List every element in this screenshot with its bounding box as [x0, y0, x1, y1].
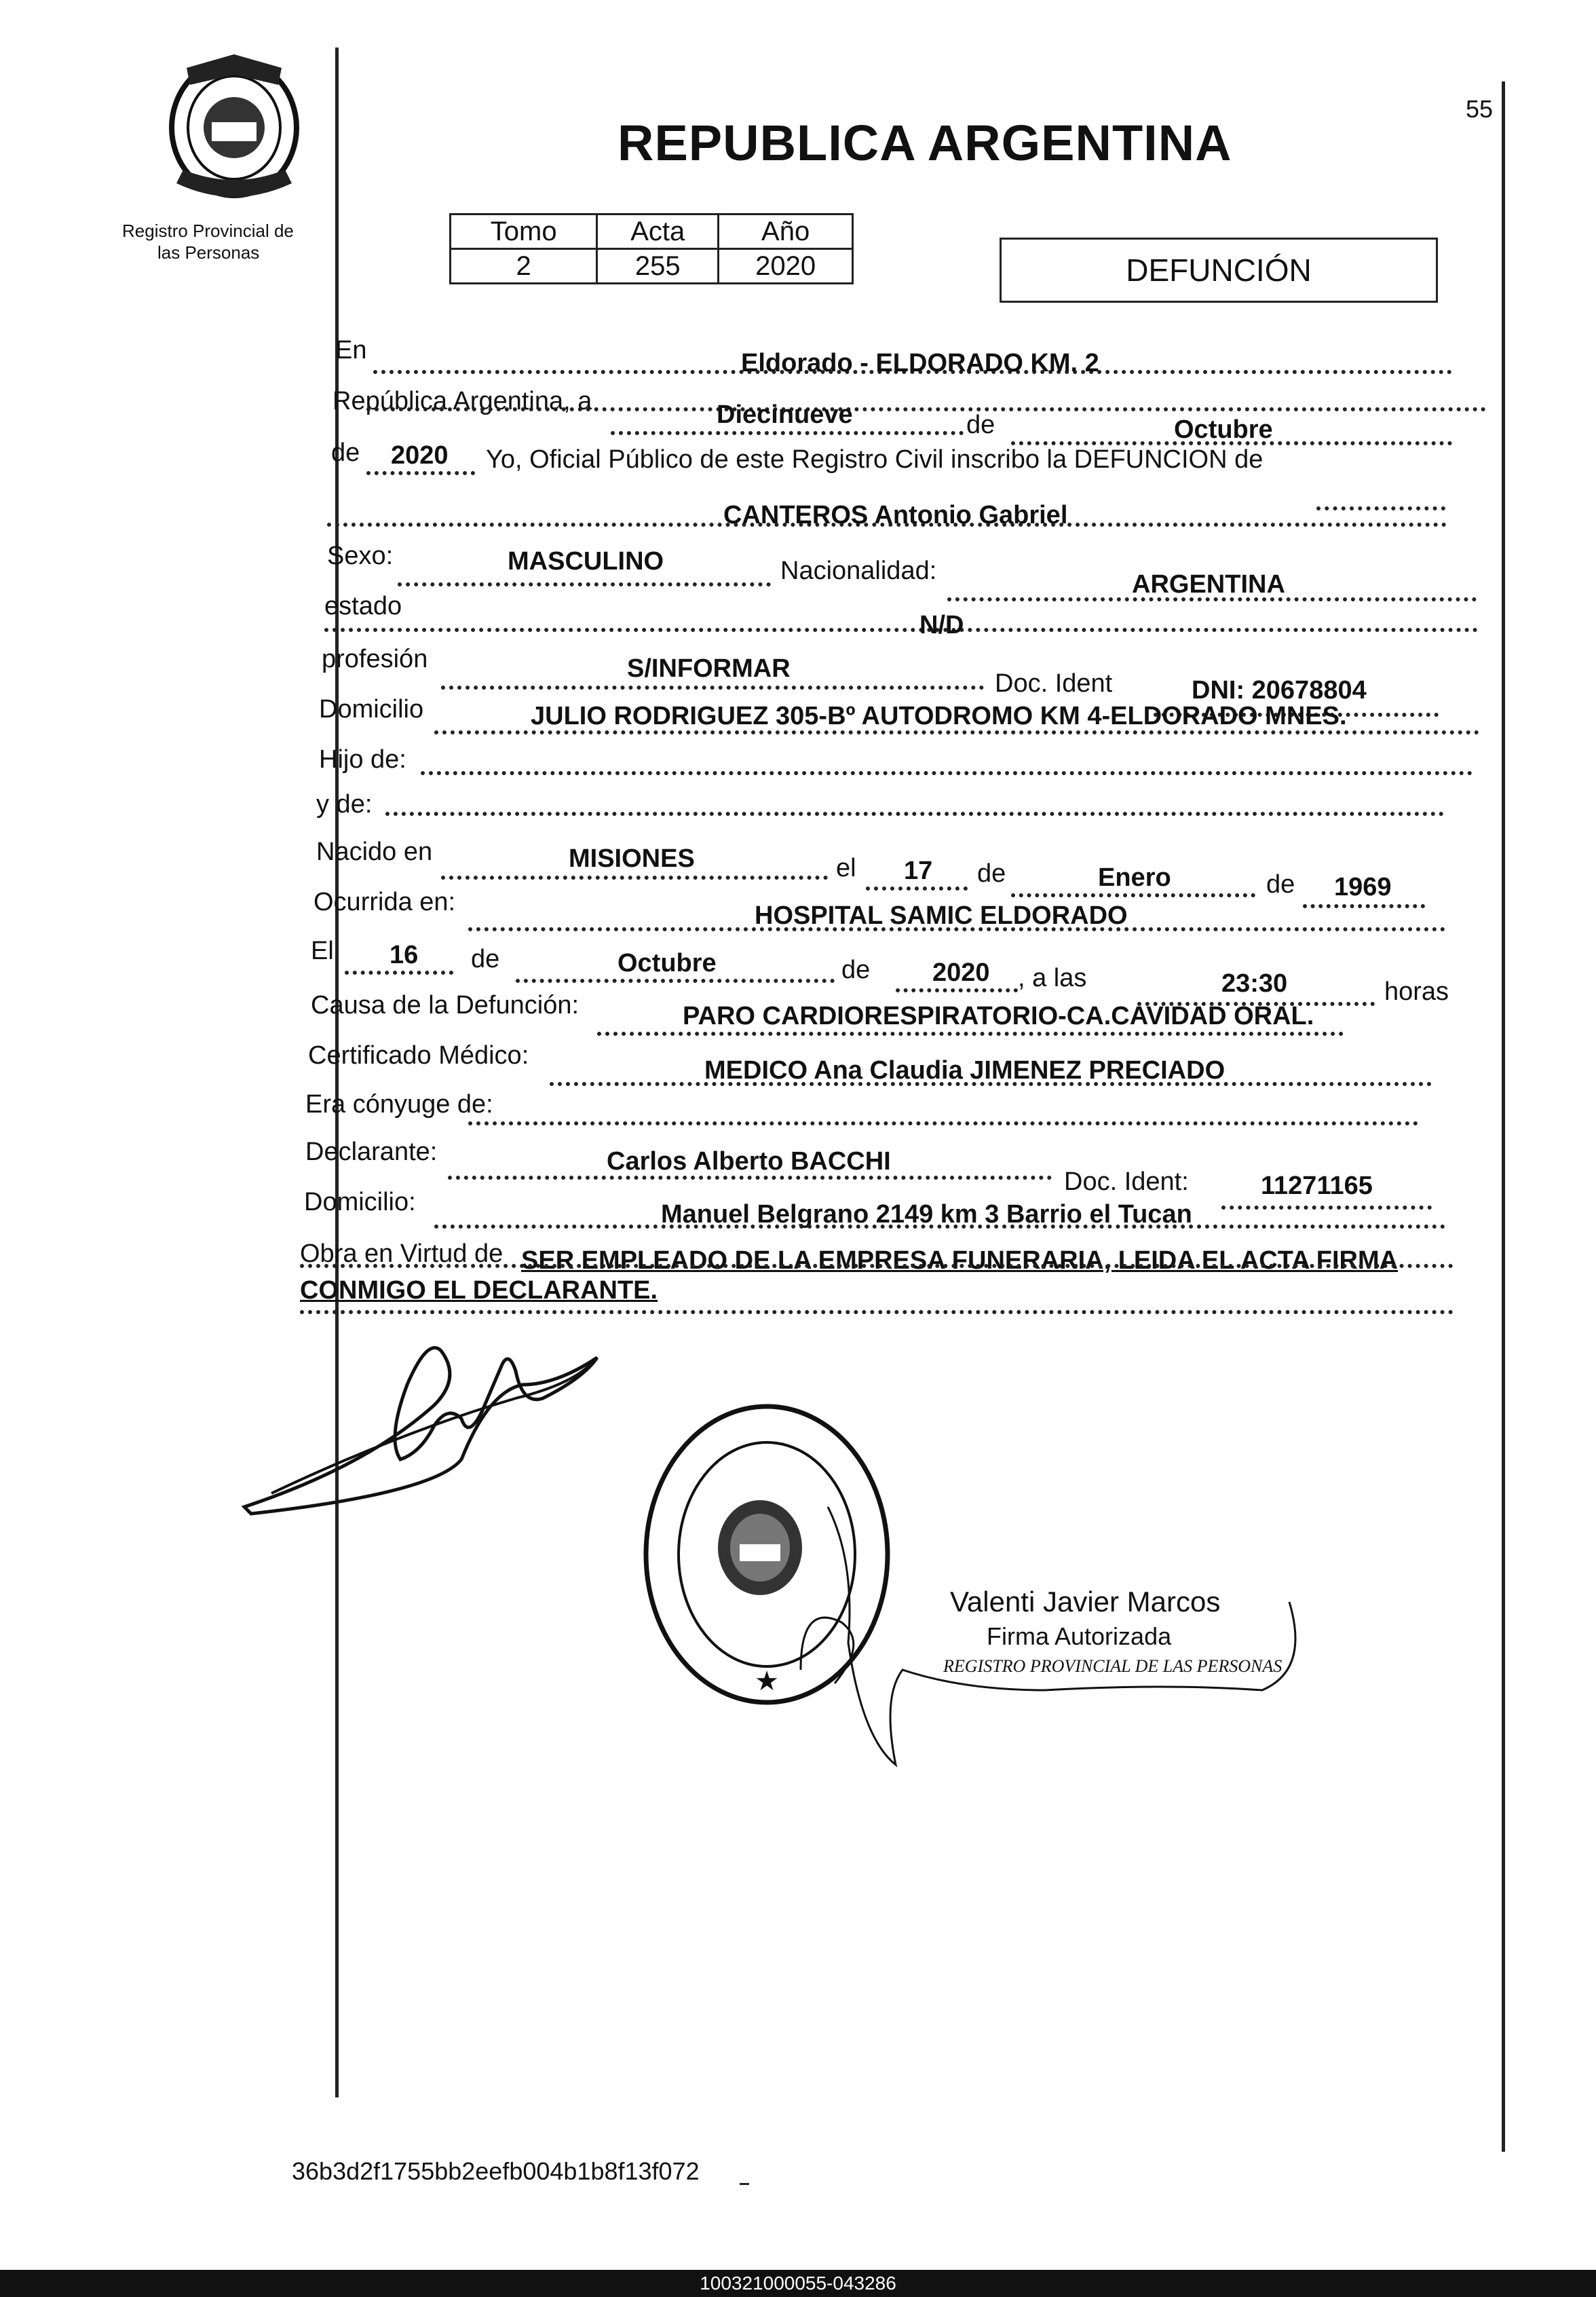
def-anio: 2020 — [932, 958, 990, 987]
dia-dots — [611, 431, 964, 435]
profesion-label: profesión — [322, 645, 428, 673]
hash-underscore — [740, 2183, 749, 2185]
signatory-office: REGISTRO PROVINCIAL DE LAS PERSONAS — [943, 1656, 1282, 1676]
nacionalidad-dots — [947, 597, 1477, 601]
anio-header: Año — [719, 214, 853, 249]
agency-name-line1: Registro Provincial de — [122, 221, 294, 241]
sexo-dots — [398, 582, 771, 586]
domicilio2-value: Manuel Belgrano 2149 km 3 Barrio el Tucan — [661, 1200, 1192, 1229]
y-de-dots — [385, 812, 1444, 816]
nac-dia: 17 — [904, 857, 933, 885]
profesion-value: S/INFORMAR — [627, 654, 791, 683]
sexo-value: MASCULINO — [508, 547, 664, 576]
obra-value-line1: SER EMPLEADO DE LA EMPRESA FUNERARIA, LEIDA EL ACTA FIRMA — [521, 1246, 1399, 1275]
certificado-value: MEDICO Ana Claudia JIMENEZ PRECIADO — [704, 1056, 1226, 1085]
def-mes-dots — [516, 979, 835, 983]
conyuge-dots — [468, 1121, 1418, 1125]
def-el-label: El — [311, 937, 334, 965]
estado-label: estado — [324, 592, 402, 620]
agency-name-line2: las Personas — [157, 242, 260, 263]
def-mes: Octubre — [618, 949, 717, 977]
mes-value: Octubre — [1174, 415, 1273, 444]
acta-header: Acta — [597, 214, 719, 249]
nac-el-label: el — [836, 854, 856, 882]
nac-dia-dots — [866, 886, 968, 891]
domicilio2-dots — [434, 1225, 1445, 1229]
svg-text:★: ★ — [755, 1666, 779, 1697]
certificado-dots — [550, 1082, 1432, 1086]
signatory-role: Firma Autorizada — [987, 1622, 1172, 1650]
ocurrida-label: Ocurrida en: — [314, 888, 456, 916]
conyuge-label: Era cónyuge de: — [305, 1090, 493, 1119]
tomo-value: 2 — [451, 249, 597, 284]
ocurrida-dots — [468, 927, 1445, 931]
anio-value: 2020 — [719, 249, 853, 284]
acta-value: 255 — [597, 249, 719, 284]
declarante-label: Declarante: — [305, 1138, 438, 1166]
doc2-label: Doc. Ident: — [1064, 1168, 1189, 1196]
def-anio-dots — [896, 988, 1018, 992]
def-dia: 16 — [390, 941, 419, 969]
obra-value-line2: CONMIGO EL DECLARANTE. — [300, 1276, 658, 1305]
en-value: Eldorado - ELDORADO KM. 2 — [741, 349, 1099, 377]
doc-label: Doc. Ident — [995, 669, 1113, 698]
nac-anio: 1969 — [1334, 873, 1392, 901]
causa-dots — [597, 1032, 1344, 1036]
nacido-label: Nacido en — [316, 838, 433, 866]
act-type-box: DEFUNCIÓN — [1000, 238, 1438, 303]
doc2-dots — [1221, 1206, 1432, 1210]
nac-mes: Enero — [1098, 863, 1171, 892]
nac-de-label-2: de — [1266, 870, 1295, 899]
oficial-text: Yo, Oficial Público de este Registro Civil inscribo la DEFUNCION de — [486, 445, 1264, 474]
province-seal-icon — [149, 48, 319, 204]
profesion-dots — [441, 686, 984, 690]
republica-label: República Argentina, a — [332, 387, 592, 415]
a-las-label: , a las — [1018, 964, 1087, 992]
horas-label: horas — [1384, 977, 1449, 1006]
causa-value: PARO CARDIORESPIRATORIO-CA.CAVIDAD ORAL. — [683, 1002, 1314, 1030]
nac-mes-dots — [1011, 893, 1255, 897]
page-title: REPUBLICA ARGENTINA — [618, 115, 1232, 171]
nacido-dots — [441, 876, 828, 880]
tomo-header: Tomo — [451, 214, 597, 249]
y-de-label: y de: — [316, 790, 373, 819]
domicilio2-label: Domicilio: — [304, 1188, 416, 1216]
anio-registro-value: 2020 — [391, 441, 449, 470]
nacionalidad-value: ARGENTINA — [1132, 570, 1285, 599]
nacionalidad-label: Nacionalidad: — [780, 557, 937, 585]
estado-dots — [324, 628, 1478, 632]
oficial-dots — [1316, 506, 1445, 510]
def-de-label-2: de — [841, 956, 871, 984]
declarante-dots — [448, 1176, 1052, 1180]
page-number: 55 — [1466, 95, 1494, 123]
declarant-signature-icon — [231, 1324, 611, 1520]
domicilio-value: JULIO RODRIGUEZ 305-Bº AUTODROMO KM 4-ELDORADO MNES. — [531, 702, 1347, 730]
obra-dots-2 — [300, 1310, 1454, 1314]
dia-value: Diecinueve — [717, 400, 853, 429]
registry-table — [449, 213, 854, 284]
domicilio-dots — [434, 730, 1479, 734]
right-margin-line — [1502, 81, 1505, 2152]
de-label-2: de — [331, 438, 360, 467]
nacido-value: MISIONES — [569, 844, 695, 873]
obra-label: Obra en Virtud de — [300, 1239, 504, 1268]
anio-dots — [366, 471, 475, 475]
en-label: En — [335, 336, 367, 365]
doc-value: DNI: 20678804 — [1192, 676, 1367, 705]
domicilio-label: Domicilio — [319, 695, 424, 724]
nac-de-label-1: de — [977, 859, 1006, 888]
declarante-value: Carlos Alberto BACCHI — [607, 1147, 891, 1176]
def-de-label-1: de — [471, 945, 500, 973]
def-dia-dots — [345, 971, 453, 975]
certificado-label: Certificado Médico: — [308, 1041, 529, 1070]
deceased-name: CANTEROS Antonio Gabriel — [723, 501, 1068, 529]
ocurrida-value: HOSPITAL SAMIC ELDORADO — [755, 901, 1128, 930]
de-label-1: de — [966, 411, 995, 439]
republica-dots — [366, 407, 1486, 411]
hijo-dots — [421, 771, 1472, 775]
doc2-value: 11271165 — [1261, 1172, 1373, 1200]
causa-label: Causa de la Defunción: — [311, 991, 580, 1020]
footer-code-bar: 100321000055-043286 — [0, 2270, 1596, 2297]
signatory-name: Valenti Javier Marcos — [950, 1586, 1221, 1618]
nac-anio-dots — [1303, 904, 1425, 908]
estado-value: N/D — [919, 611, 964, 639]
document-hash: 36b3d2f1755bb2eefb004b1b8f13f072 — [292, 2157, 700, 2185]
sexo-label: Sexo: — [327, 542, 394, 570]
obra-dots-1 — [300, 1264, 1454, 1268]
def-hora: 23:30 — [1221, 969, 1288, 998]
hijo-label: Hijo de: — [319, 745, 406, 774]
